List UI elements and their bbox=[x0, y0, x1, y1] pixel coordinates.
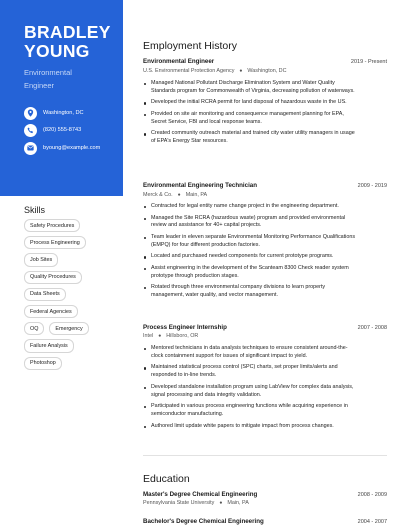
skill-tag: Quality Procedures bbox=[24, 271, 82, 284]
skill-tag: Photoshop bbox=[24, 357, 62, 370]
bullet-item: Created community outreach material and trained city water utility managers in usage of EPA's Energy Star resources. bbox=[143, 130, 357, 146]
bullet-item: Developed the initial RCRA permit for land disposal of hazardous waste in the US. bbox=[143, 99, 357, 107]
job-dates: 2009 - 2019 bbox=[357, 183, 387, 189]
candidate-name bbox=[24, 23, 111, 61]
job-bullets bbox=[143, 345, 357, 431]
company-name: Merck & Co. bbox=[143, 192, 173, 198]
bullet-separator: ● bbox=[158, 333, 162, 339]
job-location: Main, PA bbox=[185, 192, 208, 198]
name-line-first: BRADLEY bbox=[24, 22, 111, 42]
email-icon bbox=[24, 142, 37, 155]
name-line-last: YOUNG bbox=[24, 41, 90, 61]
location-pin-icon bbox=[24, 107, 37, 120]
bullet-item: Located and purchased needed components for current prototype programs. bbox=[143, 253, 357, 261]
skill-tag: Data Sheets bbox=[24, 288, 66, 301]
job-title: Environmental Engineering Technician bbox=[143, 182, 258, 189]
skills-heading: Skills bbox=[24, 205, 46, 215]
job-bullets bbox=[143, 80, 357, 146]
location-text: Washington, DC bbox=[43, 110, 84, 116]
job-title: Process Engineer Internship bbox=[143, 324, 227, 331]
bullet-item: Provided on site air monitoring and consequence management planning for EPA, Secret Service, FBI and local response teams. bbox=[143, 111, 357, 127]
bullet-item: Authored limit update white papers to mitigate impact from process changes. bbox=[143, 423, 357, 431]
contact-phone[interactable] bbox=[24, 123, 81, 137]
skills-list bbox=[24, 219, 120, 374]
school-location: Main, PA bbox=[227, 500, 249, 506]
degree-title: Master's Degree Chemical Engineering bbox=[143, 491, 258, 498]
employment-heading: Employment History bbox=[143, 40, 237, 52]
job-title: Environmental Engineer bbox=[143, 58, 215, 65]
skill-tag: Process Engineering bbox=[24, 236, 86, 249]
job-location: Washington, DC bbox=[247, 68, 287, 74]
skill-tag: Safety Procedures bbox=[24, 219, 80, 232]
job-employer bbox=[143, 333, 198, 339]
education-heading: Education bbox=[143, 473, 190, 485]
bullet-item: Managed National Pollutant Discharge Elimination System and Water Quality Standards program for Commonwealth of Virginia, decreasing pollution of waterways. bbox=[143, 80, 357, 96]
contact-location bbox=[24, 106, 84, 120]
email-text: byoung@example.com bbox=[43, 145, 101, 151]
job-employer bbox=[143, 192, 207, 198]
job-bullets bbox=[143, 203, 357, 300]
role-line-1: Environmental bbox=[24, 68, 72, 77]
skill-tag: Federal Agencies bbox=[24, 305, 78, 318]
bullet-item: Participated in various process engineering functions while acquiring experience in semiconductor manufacturing. bbox=[143, 403, 357, 419]
bullet-item: Managed the Site RCRA (hazardous waste) program and provided environmental review and assistance for 40+ capital projects. bbox=[143, 215, 357, 231]
phone-text: (820) 555-8743 bbox=[43, 127, 82, 133]
job-employer bbox=[143, 68, 286, 74]
sidebar bbox=[0, 0, 123, 530]
job-location: Hillsboro, OR bbox=[166, 333, 199, 339]
bullet-item: Contracted for legal entity name change project in the engineering department. bbox=[143, 203, 357, 211]
bullet-item: Assist engineering in the development of the Scanteam 8300 Check reader system prototype through production stages. bbox=[143, 265, 357, 281]
bullet-item: Team leader in eleven separate Environmental Monitoring Performance Qualifications (EMPQ) for four different production factories. bbox=[143, 234, 357, 250]
skill-tag: OQ bbox=[24, 322, 44, 335]
degree-title: Bachelor's Degree Chemical Engineering bbox=[143, 518, 264, 525]
role-line-2: Engineer bbox=[24, 80, 55, 90]
school-name: Pennsylvania State University bbox=[143, 500, 215, 506]
education-dates: 2008 - 2009 bbox=[357, 492, 387, 498]
job-dates: 2007 - 2008 bbox=[357, 325, 387, 331]
bullet-item: Developed standalone installation program using LabView for complex data analysis, signal processing and data integrity validation. bbox=[143, 384, 357, 400]
contact-email[interactable] bbox=[24, 141, 100, 155]
company-name: U.S. Environmental Protection Agency bbox=[143, 68, 235, 74]
section-divider bbox=[143, 455, 387, 456]
job-dates: 2019 - Present bbox=[350, 59, 387, 65]
skill-tag: Failure Analysis bbox=[24, 339, 74, 352]
bullet-separator: ● bbox=[177, 192, 181, 198]
skill-tag: Emergency bbox=[49, 322, 88, 335]
bullet-separator: ● bbox=[219, 500, 223, 506]
company-name: Intel bbox=[143, 333, 154, 339]
education-school bbox=[143, 500, 249, 506]
education-dates: 2004 - 2007 bbox=[357, 519, 387, 525]
job-role bbox=[24, 67, 114, 92]
bullet-item: Maintained statistical process control (SPC) charts, set proper limits/alerts and responded to in-line trends. bbox=[143, 364, 357, 380]
bullet-separator: ● bbox=[239, 68, 243, 74]
profile-header bbox=[0, 0, 123, 196]
phone-icon bbox=[24, 124, 37, 137]
skill-tag: Job Sites bbox=[24, 253, 58, 266]
bullet-item: Rotated through three environmental company divisions to learn property management, water quality, and vector management. bbox=[143, 284, 357, 300]
bullet-item: Mentored technicians in data analysis techniques to ensure consistent around-the-clock containment support for issues of significant impact to yield. bbox=[143, 345, 357, 361]
